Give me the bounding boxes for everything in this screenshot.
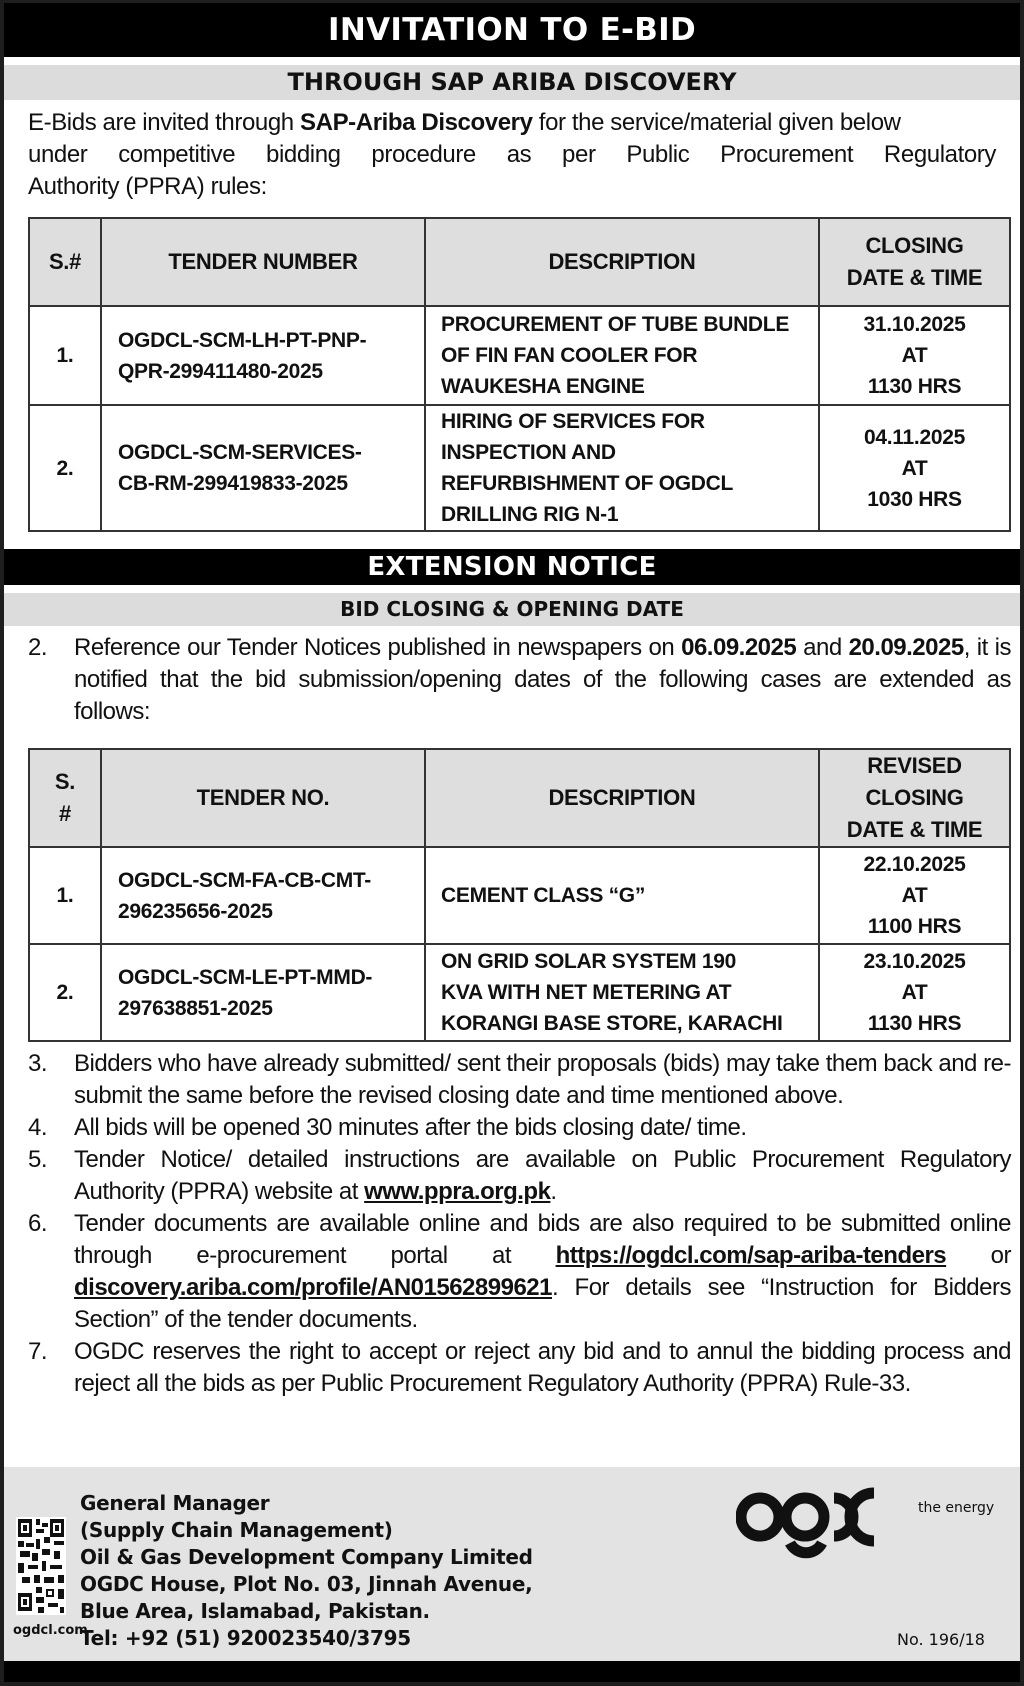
intro-paragraph: E-Bids are invited through SAP-Ariba Discovery for the service/material given below under competitive bidding procedure as per Public Procurement Regulatory Authority (PPRA) rules: (28, 109, 996, 200)
logo-tagline: the energy (918, 1500, 995, 1516)
tender-number: OGDCL-SCM-LH-PT-PNP- QPR-299411480-2025 (101, 306, 425, 405)
tender-notice-page (4, 3, 1020, 1682)
row-sn: 2. (29, 405, 101, 531)
col-header-tender-number: TENDER NUMBER (101, 218, 425, 306)
closing-date-time: 04.11.2025 AT 1030 HRS (819, 405, 1010, 531)
reference-date-2: 20.09.2025 (848, 634, 964, 661)
col-header-sn: S. # (29, 749, 101, 847)
tender-description: CEMENT CLASS “G” (425, 847, 819, 944)
footer-contact (4, 1467, 1020, 1661)
tender-table (28, 217, 1011, 532)
website-caption: ogdcl.com (13, 1623, 88, 1638)
table-header-row (29, 749, 1010, 847)
col-header-closing-date: CLOSING DATE & TIME (819, 218, 1010, 306)
col-header-description: DESCRIPTION (425, 749, 819, 847)
qr-code-icon[interactable] (16, 1517, 66, 1615)
list-item: 3. Bidders who have already submitted/ sent their proposals (bids) may take them back and re-submit the same before the revised closing date and time mentioned above. (28, 1050, 1011, 1109)
telephone: Tel: +92 (51) 920023540/3795 (80, 1626, 411, 1650)
tender-description: HIRING OF SERVICES FOR INSPECTION AND REFURBISHMENT OF OGDCL DRILLING RIG N-1 (425, 405, 819, 531)
col-header-tender-no: TENDER NO. (101, 749, 425, 847)
list-item: 5. Tender Notice/ detailed instructions are available on Public Procurement Regulatory Authority (PPRA) website at www.ppra.org.pk. (28, 1146, 1011, 1205)
list-item: 7. OGDC reserves the right to accept or reject any bid and to annul the bidding process and reject all the bids as per Public Procurement Regulatory Authority (PPRA) Rule-33. (28, 1338, 1011, 1397)
table-row (29, 306, 1010, 405)
table-row (29, 944, 1010, 1041)
tender-description: ON GRID SOLAR SYSTEM 190 KVA WITH NET METERING AT KORANGI BASE STORE, KARACHI (425, 944, 819, 1041)
ogdc-logo-icon (736, 1481, 886, 1571)
tender-number: OGDCL-SCM-FA-CB-CMT- 296235656-2025 (101, 847, 425, 944)
revised-closing-date-time: 23.10.2025 AT 1130 HRS (819, 944, 1010, 1041)
list-item: 6. Tender documents are available online and bids are also required to be submitted online through e-procurement portal at https://ogdcl.com/sap-ariba-tenders or discovery.ariba.com/profile/AN01562899621. For details see “Instruction for Bidders Section” of the tender documents. (28, 1210, 1011, 1333)
tender-number: OGDCL-SCM-LE-PT-MMD- 297638851-2025 (101, 944, 425, 1041)
list-item: 4. All bids will be opened 30 minutes after the bids closing date/ time. (28, 1114, 747, 1141)
ogdcl-ariba-tenders-link[interactable]: https://ogdcl.com/sap-ariba-tenders (555, 1242, 947, 1269)
table-header-row (29, 218, 1010, 306)
bottom-border (4, 1661, 1020, 1682)
tender-number: OGDCL-SCM-SERVICES- CB-RM-299419833-2025 (101, 405, 425, 531)
row-sn: 1. (29, 306, 101, 405)
revised-closing-date-time: 22.10.2025 AT 1100 HRS (819, 847, 1010, 944)
table-row (29, 847, 1010, 944)
reference-date-1: 06.09.2025 (681, 634, 797, 661)
extension-subtitle: BID CLOSING & OPENING DATE (4, 593, 1020, 626)
contact-address: General Manager (Supply Chain Management) Oil & Gas Development Company Limited OGDC House, Plot No. 03, Jinnah Avenue, Blue Area, Islamabad, Pakistan. Tel: +92 (51) 920023540/3795 (80, 1491, 533, 1650)
col-header-sn: S.# (29, 218, 101, 306)
tender-description: PROCUREMENT OF TUBE BUNDLE OF FIN FAN COOLER FOR WAUKESHA ENGINE (425, 306, 819, 405)
list-item: 2. Reference our Tender Notices published in newspapers on 06.09.2025 and 20.09.2025, it is notified that the bid submission/opening dates of the following cases are extended as follows: (28, 634, 1011, 725)
notice-points (28, 1048, 1011, 1400)
ariba-discovery-profile-link[interactable]: discovery.ariba.com/profile/AN01562899621 (74, 1274, 552, 1301)
sap-ariba-highlight: SAP-Ariba Discovery (300, 109, 533, 136)
extension-paragraph (28, 632, 1011, 728)
ppra-website-link[interactable]: www.ppra.org.pk (364, 1178, 551, 1205)
page-title: INVITATION TO E-BID (4, 3, 1020, 57)
advert-reference-number: No. 196/18 (897, 1630, 985, 1649)
row-sn: 2. (29, 944, 101, 1041)
extension-table (28, 748, 1011, 1042)
table-row (29, 405, 1010, 531)
row-sn: 1. (29, 847, 101, 944)
col-header-description: DESCRIPTION (425, 218, 819, 306)
closing-date-time: 31.10.2025 AT 1130 HRS (819, 306, 1010, 405)
col-header-revised-closing-date: REVISED CLOSING DATE & TIME (819, 749, 1010, 847)
extension-notice-title: EXTENSION NOTICE (4, 549, 1020, 585)
section-subtitle: THROUGH SAP ARIBA DISCOVERY (4, 65, 1020, 100)
